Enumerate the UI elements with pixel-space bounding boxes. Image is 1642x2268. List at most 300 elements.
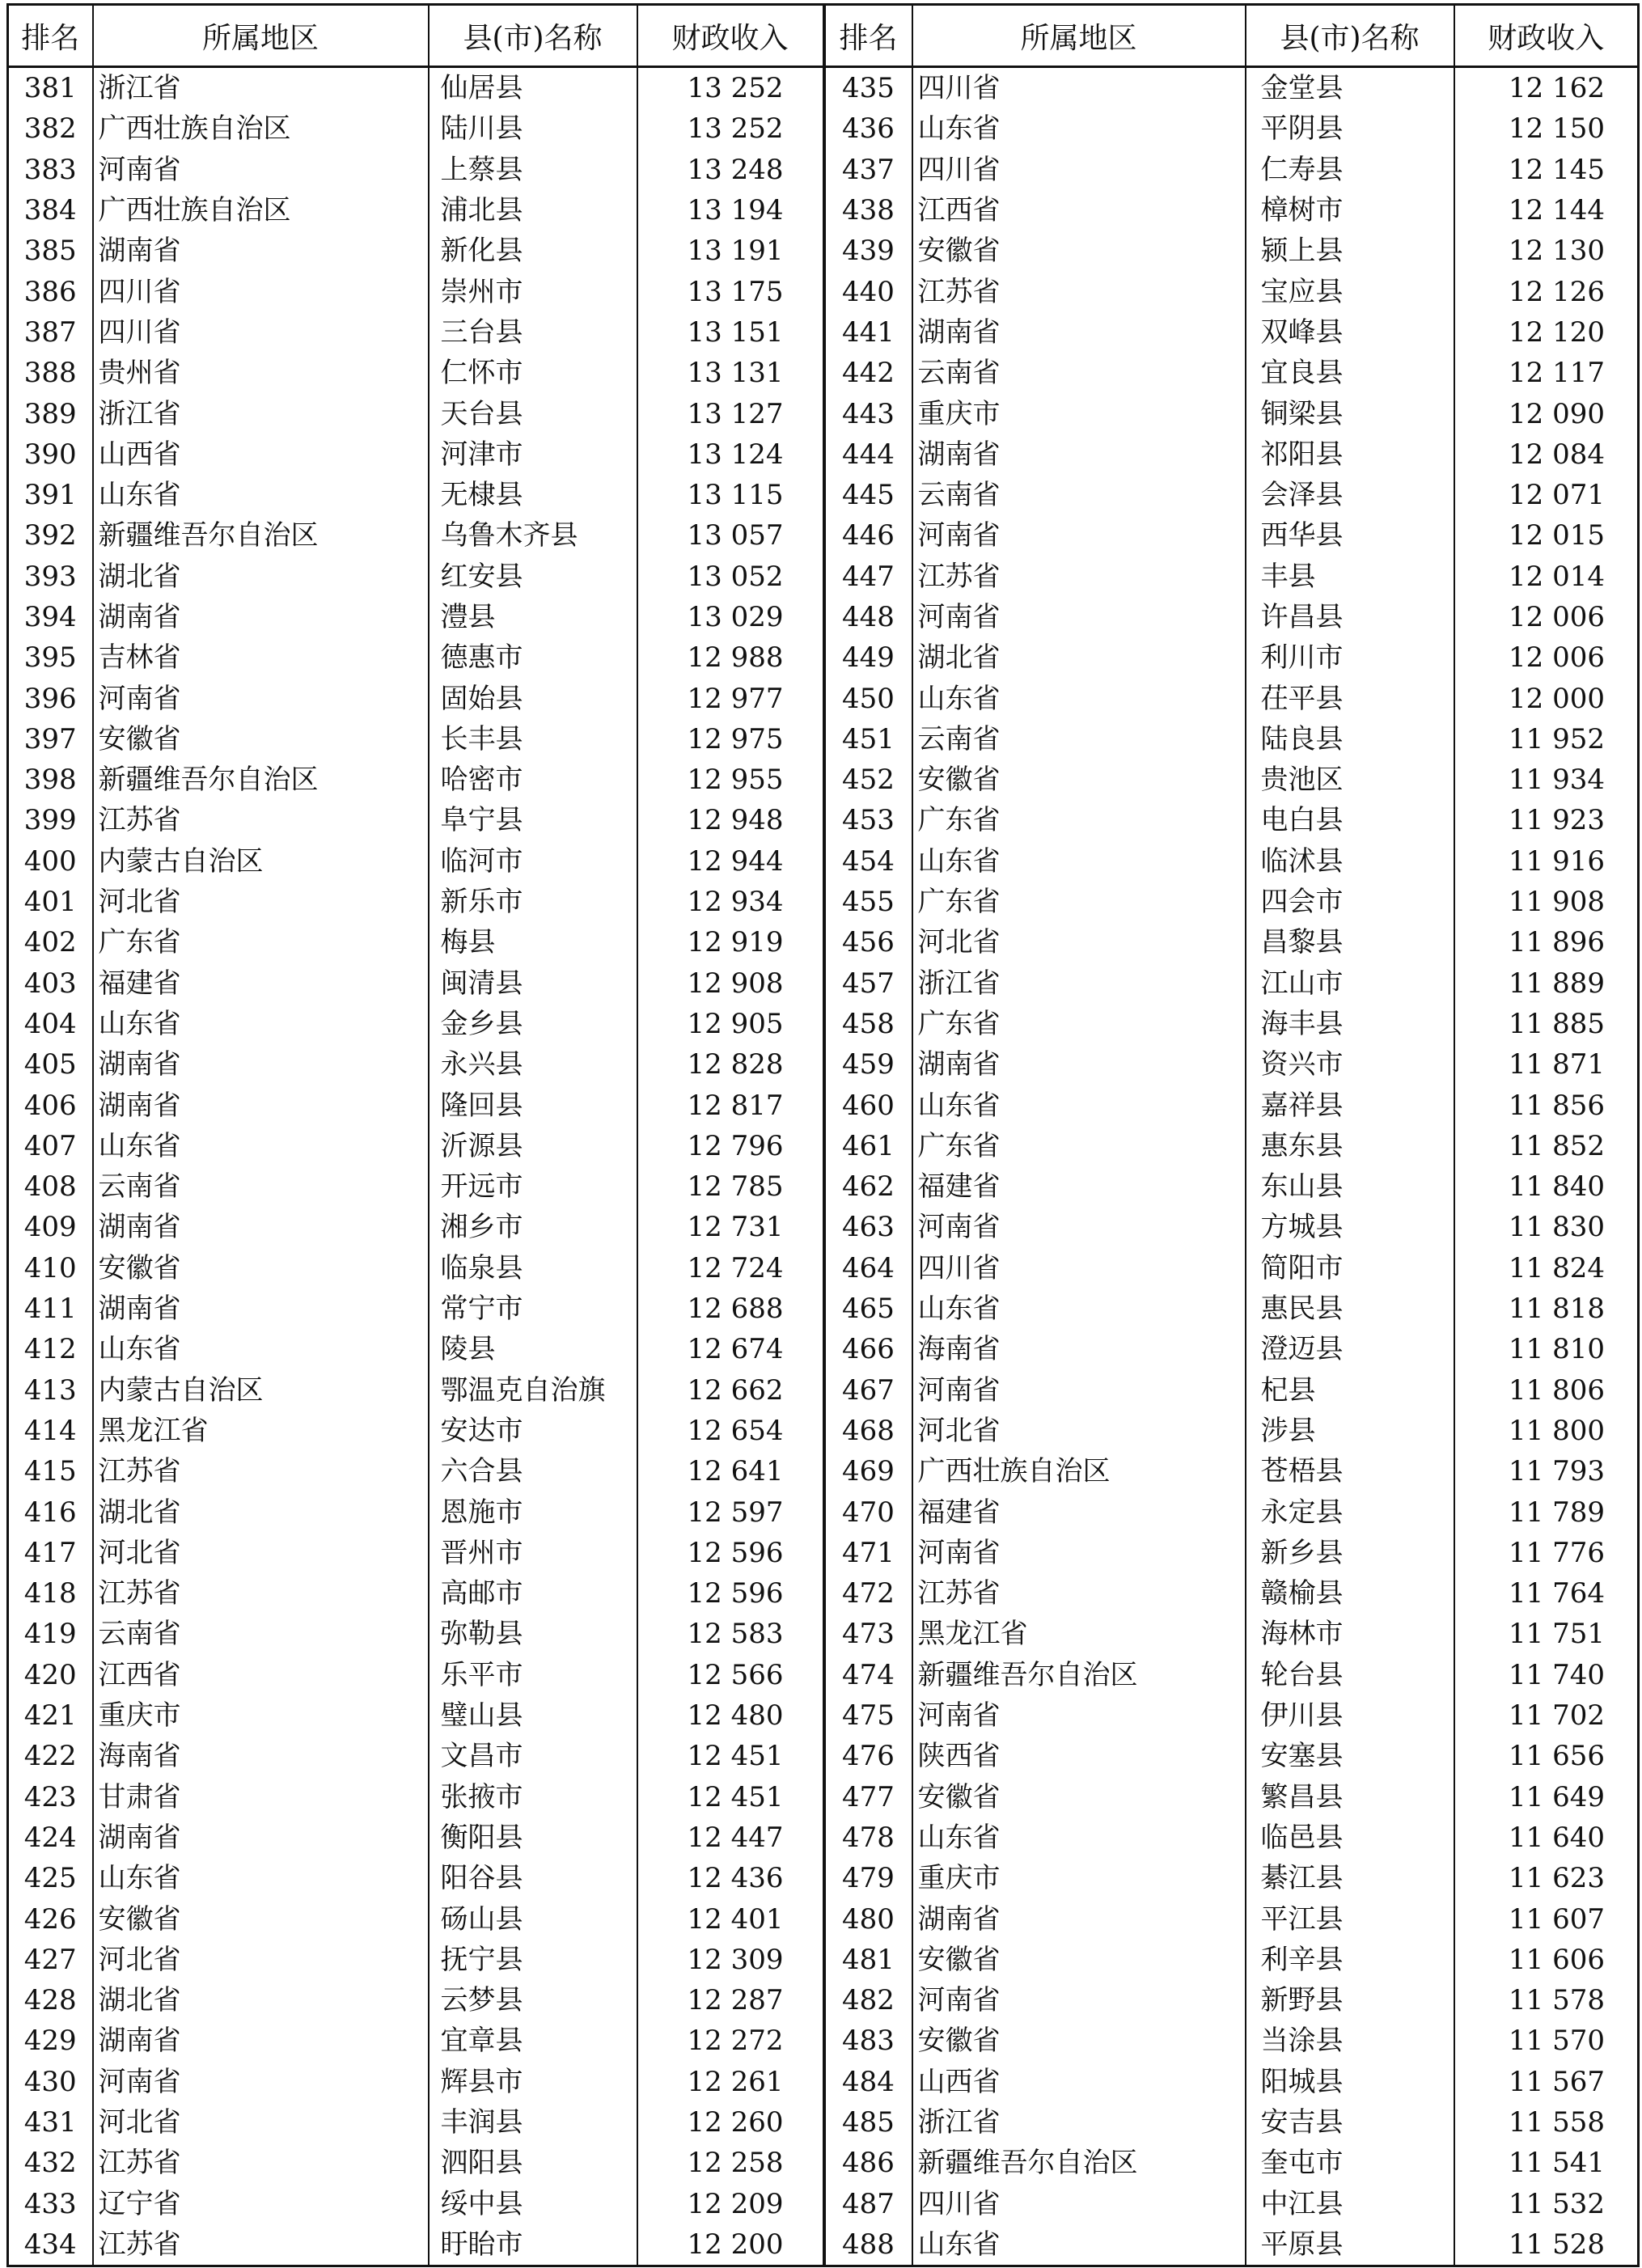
rank-cell: 382	[8, 108, 93, 149]
rank-cell: 432	[8, 2143, 93, 2183]
county-cell: 云梦县	[429, 1980, 637, 2020]
province-cell: 广西壮族自治区	[93, 190, 429, 231]
table-row	[8, 678, 823, 718]
table-row	[825, 515, 1639, 556]
county-cell: 惠民县	[1246, 1288, 1454, 1329]
province-cell: 湖北省	[912, 637, 1246, 678]
rank-cell: 467	[825, 1370, 912, 1411]
province-cell: 四川省	[93, 271, 429, 311]
county-cell: 上蔡县	[429, 150, 637, 190]
county-cell: 澧县	[429, 597, 637, 637]
province-cell: 云南省	[93, 1166, 429, 1207]
revenue-cell: 11 793	[1454, 1451, 1639, 1492]
province-cell: 湖南省	[93, 2020, 429, 2061]
revenue-cell: 11 578	[1454, 1980, 1639, 2020]
table-row	[825, 1898, 1639, 1939]
table-row	[8, 475, 823, 515]
table-row	[8, 1736, 823, 1776]
table-row	[8, 1776, 823, 1817]
province-cell: 安徽省	[912, 2020, 1246, 2061]
county-cell: 惠东县	[1246, 1126, 1454, 1166]
rank-cell: 390	[8, 434, 93, 475]
rank-cell: 401	[8, 882, 93, 922]
rank-cell: 428	[8, 1980, 93, 2020]
province-cell: 河北省	[912, 1411, 1246, 1451]
province-cell: 广西壮族自治区	[912, 1451, 1246, 1492]
county-cell: 利辛县	[1246, 1940, 1454, 1980]
revenue-cell: 12 272	[637, 2020, 823, 2061]
revenue-cell: 11 800	[1454, 1411, 1639, 1451]
province-cell: 山东省	[912, 1817, 1246, 1858]
table-row	[825, 1329, 1639, 1369]
revenue-cell: 12 260	[637, 2102, 823, 2143]
county-cell: 崇州市	[429, 271, 637, 311]
county-cell: 抚宁县	[429, 1940, 637, 1980]
table-row	[825, 678, 1639, 718]
province-cell: 黑龙江省	[912, 1614, 1246, 1654]
table-row	[8, 1166, 823, 1207]
table-row	[8, 1614, 823, 1654]
revenue-cell: 12 014	[1454, 556, 1639, 597]
province-cell: 四川省	[912, 1248, 1246, 1288]
header-revenue: 财政收入	[1454, 5, 1639, 67]
rank-cell: 450	[825, 678, 912, 718]
table-row	[8, 2224, 823, 2266]
rank-cell: 447	[825, 556, 912, 597]
county-cell: 砀山县	[429, 1898, 637, 1939]
rank-cell: 487	[825, 2183, 912, 2224]
rank-cell: 482	[825, 1980, 912, 2020]
revenue-cell: 11 702	[1454, 1695, 1639, 1736]
county-cell: 仁寿县	[1246, 150, 1454, 190]
rank-cell: 384	[8, 190, 93, 231]
table-row	[8, 882, 823, 922]
province-cell: 河南省	[912, 1980, 1246, 2020]
table-row	[825, 2143, 1639, 2183]
revenue-cell: 12 731	[637, 1207, 823, 1247]
rank-cell: 397	[8, 719, 93, 760]
province-cell: 河南省	[912, 515, 1246, 556]
province-cell: 河北省	[93, 1940, 429, 1980]
revenue-cell: 11 952	[1454, 719, 1639, 760]
rank-cell: 484	[825, 2062, 912, 2102]
rank-cell: 486	[825, 2143, 912, 2183]
province-cell: 内蒙古自治区	[93, 841, 429, 882]
revenue-cell: 12 583	[637, 1614, 823, 1654]
province-cell: 云南省	[912, 353, 1246, 393]
table-row	[825, 1776, 1639, 1817]
rank-cell: 416	[8, 1492, 93, 1532]
table-row	[8, 1940, 823, 1980]
revenue-cell: 11 856	[1454, 1085, 1639, 1125]
table-row	[825, 2020, 1639, 2061]
county-cell: 新化县	[429, 231, 637, 271]
rank-cell: 451	[825, 719, 912, 760]
rank-cell: 392	[8, 515, 93, 556]
province-cell: 江苏省	[912, 1573, 1246, 1614]
table-row	[8, 393, 823, 434]
county-cell: 临沭县	[1246, 841, 1454, 882]
revenue-cell: 12 084	[1454, 434, 1639, 475]
table-row	[8, 2183, 823, 2224]
table-row	[825, 760, 1639, 800]
table-row	[8, 719, 823, 760]
province-cell: 广东省	[912, 1126, 1246, 1166]
county-cell: 阜宁县	[429, 800, 637, 840]
province-cell: 山东省	[93, 1126, 429, 1166]
revenue-cell: 12 120	[1454, 312, 1639, 353]
revenue-cell: 11 852	[1454, 1126, 1639, 1166]
county-cell: 乐平市	[429, 1655, 637, 1695]
province-cell: 甘肃省	[93, 1776, 429, 1817]
rank-cell: 393	[8, 556, 93, 597]
table-row	[8, 1370, 823, 1411]
county-cell: 平江县	[1246, 1898, 1454, 1939]
revenue-cell: 12 258	[637, 2143, 823, 2183]
province-cell: 河南省	[93, 2062, 429, 2102]
rank-cell: 407	[8, 1126, 93, 1166]
revenue-cell: 11 885	[1454, 1004, 1639, 1044]
rank-cell: 394	[8, 597, 93, 637]
province-cell: 新疆维吾尔自治区	[912, 2143, 1246, 2183]
revenue-cell: 12 975	[637, 719, 823, 760]
province-cell: 贵州省	[93, 353, 429, 393]
table-row	[8, 1898, 823, 1939]
table-row	[8, 434, 823, 475]
revenue-cell: 11 776	[1454, 1533, 1639, 1573]
rank-cell: 415	[8, 1451, 93, 1492]
county-cell: 轮台县	[1246, 1655, 1454, 1695]
county-cell: 乌鲁木齐县	[429, 515, 637, 556]
table-header-row	[825, 5, 1639, 67]
table-row	[825, 1288, 1639, 1329]
revenue-cell: 12 071	[1454, 475, 1639, 515]
revenue-cell: 11 916	[1454, 841, 1639, 882]
revenue-cell: 11 740	[1454, 1655, 1639, 1695]
county-cell: 沂源县	[429, 1126, 637, 1166]
rank-cell: 396	[8, 678, 93, 718]
province-cell: 浙江省	[912, 963, 1246, 1004]
county-cell: 闽清县	[429, 963, 637, 1004]
rank-cell: 412	[8, 1329, 93, 1369]
county-cell: 茌平县	[1246, 678, 1454, 718]
table-row	[825, 190, 1639, 231]
revenue-cell: 12 200	[637, 2224, 823, 2266]
rank-cell: 460	[825, 1085, 912, 1125]
province-cell: 重庆市	[93, 1695, 429, 1736]
county-cell: 江山市	[1246, 963, 1454, 1004]
province-cell: 江苏省	[93, 2143, 429, 2183]
county-cell: 河津市	[429, 434, 637, 475]
table-row	[825, 922, 1639, 963]
revenue-cell: 11 789	[1454, 1492, 1639, 1532]
county-cell: 宜良县	[1246, 353, 1454, 393]
rank-cell: 386	[8, 271, 93, 311]
county-cell: 贵池区	[1246, 760, 1454, 800]
revenue-cell: 12 662	[637, 1370, 823, 1411]
province-cell: 山东省	[912, 678, 1246, 718]
province-cell: 山东省	[912, 1288, 1246, 1329]
rank-cell: 440	[825, 271, 912, 311]
rank-cell: 471	[825, 1533, 912, 1573]
table-row	[8, 556, 823, 597]
county-cell: 涉县	[1246, 1411, 1454, 1451]
rank-cell: 410	[8, 1248, 93, 1288]
revenue-cell: 11 896	[1454, 922, 1639, 963]
table-row	[8, 1533, 823, 1573]
province-cell: 山东省	[912, 1085, 1246, 1125]
revenue-cell: 12 796	[637, 1126, 823, 1166]
province-cell: 黑龙江省	[93, 1411, 429, 1451]
table-row	[8, 271, 823, 311]
table-row	[8, 1695, 823, 1736]
table-row	[825, 1207, 1639, 1247]
rank-cell: 459	[825, 1044, 912, 1085]
revenue-cell: 12 447	[637, 1817, 823, 1858]
table-row	[8, 2102, 823, 2143]
rank-cell: 464	[825, 1248, 912, 1288]
table-row	[825, 1655, 1639, 1695]
province-cell: 河北省	[93, 2102, 429, 2143]
rank-cell: 420	[8, 1655, 93, 1695]
county-cell: 无棣县	[429, 475, 637, 515]
county-cell: 东山县	[1246, 1166, 1454, 1207]
rank-cell: 424	[8, 1817, 93, 1858]
table-row	[825, 597, 1639, 637]
province-cell: 河北省	[93, 882, 429, 922]
province-cell: 福建省	[93, 963, 429, 1004]
province-cell: 云南省	[912, 475, 1246, 515]
province-cell: 河南省	[912, 1207, 1246, 1247]
revenue-cell: 12 944	[637, 841, 823, 882]
county-cell: 宝应县	[1246, 271, 1454, 311]
county-cell: 樟树市	[1246, 190, 1454, 231]
revenue-cell: 13 191	[637, 231, 823, 271]
revenue-cell: 11 923	[1454, 800, 1639, 840]
province-cell: 江苏省	[93, 1573, 429, 1614]
county-cell: 璧山县	[429, 1695, 637, 1736]
table-row	[8, 800, 823, 840]
revenue-cell: 11 818	[1454, 1288, 1639, 1329]
province-cell: 江西省	[912, 190, 1246, 231]
table-row	[825, 1166, 1639, 1207]
table-row	[825, 1085, 1639, 1125]
rank-cell: 444	[825, 434, 912, 475]
table-row	[8, 1492, 823, 1532]
table-row	[825, 1126, 1639, 1166]
province-cell: 湖南省	[93, 1207, 429, 1247]
county-cell: 苍梧县	[1246, 1451, 1454, 1492]
revenue-cell: 12 988	[637, 637, 823, 678]
county-cell: 繁昌县	[1246, 1776, 1454, 1817]
table-row	[8, 67, 823, 109]
rank-cell: 385	[8, 231, 93, 271]
revenue-cell: 12 828	[637, 1044, 823, 1085]
table-row	[8, 1451, 823, 1492]
county-cell: 铜梁县	[1246, 393, 1454, 434]
province-cell: 安徽省	[93, 1898, 429, 1939]
rank-cell: 473	[825, 1614, 912, 1654]
county-cell: 梅县	[429, 922, 637, 963]
revenue-cell: 11 567	[1454, 2062, 1639, 2102]
rank-cell: 457	[825, 963, 912, 1004]
revenue-cell: 12 641	[637, 1451, 823, 1492]
rank-cell: 461	[825, 1126, 912, 1166]
revenue-cell: 12 130	[1454, 231, 1639, 271]
rank-cell: 398	[8, 760, 93, 800]
county-cell: 安达市	[429, 1411, 637, 1451]
table-row	[8, 637, 823, 678]
rank-cell: 404	[8, 1004, 93, 1044]
table-row	[825, 882, 1639, 922]
county-cell: 六合县	[429, 1451, 637, 1492]
province-cell: 云南省	[912, 719, 1246, 760]
table-row	[825, 1492, 1639, 1532]
table-row	[8, 963, 823, 1004]
rank-cell: 479	[825, 1858, 912, 1898]
revenue-cell: 12 817	[637, 1085, 823, 1125]
rank-cell: 430	[8, 2062, 93, 2102]
rank-cell: 472	[825, 1573, 912, 1614]
rank-cell: 454	[825, 841, 912, 882]
province-cell: 内蒙古自治区	[93, 1370, 429, 1411]
province-cell: 浙江省	[912, 2102, 1246, 2143]
rank-cell: 399	[8, 800, 93, 840]
revenue-cell: 12 144	[1454, 190, 1639, 231]
county-cell: 许昌县	[1246, 597, 1454, 637]
revenue-cell: 12 596	[637, 1573, 823, 1614]
table-row	[825, 1044, 1639, 1085]
county-cell: 会泽县	[1246, 475, 1454, 515]
revenue-cell: 12 261	[637, 2062, 823, 2102]
rank-cell: 469	[825, 1451, 912, 1492]
province-cell: 湖南省	[912, 1044, 1246, 1085]
table-header-row	[8, 5, 823, 67]
revenue-cell: 12 955	[637, 760, 823, 800]
province-cell: 江苏省	[912, 271, 1246, 311]
revenue-cell: 12 117	[1454, 353, 1639, 393]
rank-cell: 422	[8, 1736, 93, 1776]
revenue-cell: 12 015	[1454, 515, 1639, 556]
revenue-cell: 13 248	[637, 150, 823, 190]
county-cell: 方城县	[1246, 1207, 1454, 1247]
revenue-cell: 13 115	[637, 475, 823, 515]
rank-cell: 388	[8, 353, 93, 393]
table-row	[8, 922, 823, 963]
county-cell: 鄂温克自治旗	[429, 1370, 637, 1411]
county-cell: 临河市	[429, 841, 637, 882]
rank-cell: 383	[8, 150, 93, 190]
province-cell: 四川省	[912, 67, 1246, 109]
county-cell: 双峰县	[1246, 312, 1454, 353]
revenue-cell: 12 785	[637, 1166, 823, 1207]
county-cell: 湘乡市	[429, 1207, 637, 1247]
revenue-cell: 12 287	[637, 1980, 823, 2020]
province-cell: 福建省	[912, 1166, 1246, 1207]
rank-cell: 419	[8, 1614, 93, 1654]
county-cell: 海林市	[1246, 1614, 1454, 1654]
county-cell: 新野县	[1246, 1980, 1454, 2020]
table-row	[8, 312, 823, 353]
revenue-cell: 12 150	[1454, 108, 1639, 149]
table-row	[825, 353, 1639, 393]
province-cell: 山东省	[93, 1858, 429, 1898]
rank-cell: 411	[8, 1288, 93, 1329]
rank-cell: 387	[8, 312, 93, 353]
rank-cell: 413	[8, 1370, 93, 1411]
province-cell: 新疆维吾尔自治区	[93, 760, 429, 800]
revenue-cell: 12 480	[637, 1695, 823, 1736]
county-cell: 开远市	[429, 1166, 637, 1207]
county-cell: 文昌市	[429, 1736, 637, 1776]
rank-cell: 406	[8, 1085, 93, 1125]
revenue-cell: 12 654	[637, 1411, 823, 1451]
revenue-cell: 12 724	[637, 1248, 823, 1288]
table-row	[8, 1858, 823, 1898]
province-cell: 四川省	[93, 312, 429, 353]
table-row	[825, 2102, 1639, 2143]
revenue-cell: 11 764	[1454, 1573, 1639, 1614]
rank-cell: 439	[825, 231, 912, 271]
rank-cell: 414	[8, 1411, 93, 1451]
province-cell: 云南省	[93, 1614, 429, 1654]
table-row	[8, 190, 823, 231]
province-cell: 浙江省	[93, 393, 429, 434]
revenue-cell: 11 558	[1454, 2102, 1639, 2143]
county-cell: 新乐市	[429, 882, 637, 922]
table-row	[8, 597, 823, 637]
table-row	[825, 312, 1639, 353]
province-cell: 湖南省	[93, 1288, 429, 1329]
revenue-cell: 11 607	[1454, 1898, 1639, 1939]
county-cell: 西华县	[1246, 515, 1454, 556]
province-cell: 湖南省	[93, 1085, 429, 1125]
county-cell: 简阳市	[1246, 1248, 1454, 1288]
county-cell: 中江县	[1246, 2183, 1454, 2224]
revenue-cell: 11 810	[1454, 1329, 1639, 1369]
rank-cell: 436	[825, 108, 912, 149]
table-row	[825, 271, 1639, 311]
province-cell: 河南省	[912, 1370, 1246, 1411]
table-row	[825, 719, 1639, 760]
county-cell: 高邮市	[429, 1573, 637, 1614]
revenue-cell: 12 162	[1454, 67, 1639, 109]
rank-cell: 480	[825, 1898, 912, 1939]
table-row	[825, 108, 1639, 149]
county-cell: 泗阳县	[429, 2143, 637, 2183]
county-cell: 隆回县	[429, 1085, 637, 1125]
county-cell: 宜章县	[429, 2020, 637, 2061]
table-row	[825, 2062, 1639, 2102]
county-cell: 杞县	[1246, 1370, 1454, 1411]
header-province: 所属地区	[912, 5, 1246, 67]
rank-cell: 443	[825, 393, 912, 434]
county-cell: 绥中县	[429, 2183, 637, 2224]
province-cell: 重庆市	[912, 1858, 1246, 1898]
table-row	[825, 556, 1639, 597]
table-row	[825, 1370, 1639, 1411]
rank-cell: 434	[8, 2224, 93, 2266]
province-cell: 湖南省	[912, 434, 1246, 475]
ranking-rows-left	[8, 67, 823, 2266]
county-cell: 三台县	[429, 312, 637, 353]
revenue-cell: 11 541	[1454, 2143, 1639, 2183]
county-cell: 衡阳县	[429, 1817, 637, 1858]
county-cell: 嘉祥县	[1246, 1085, 1454, 1125]
province-cell: 海南省	[93, 1736, 429, 1776]
province-cell: 辽宁省	[93, 2183, 429, 2224]
province-cell: 山东省	[93, 1004, 429, 1044]
